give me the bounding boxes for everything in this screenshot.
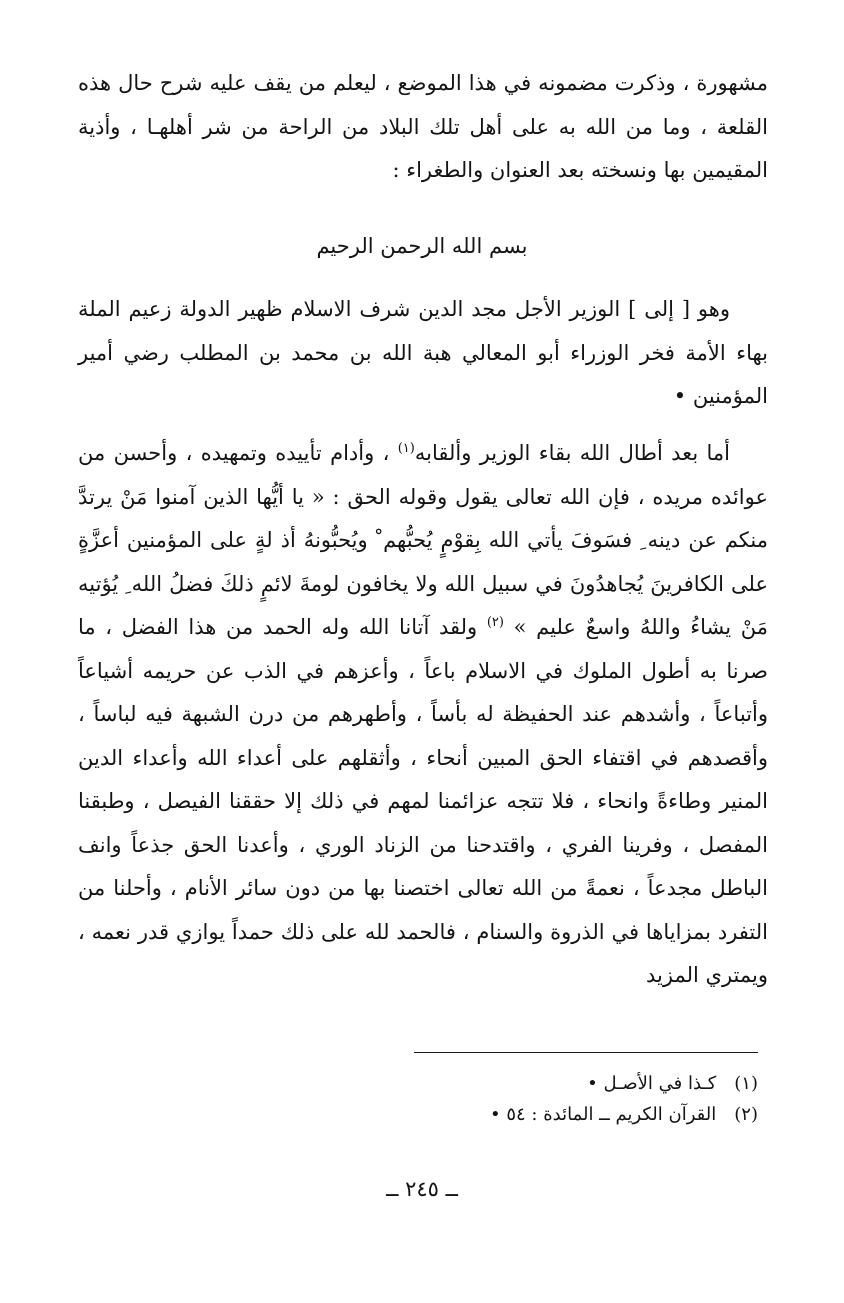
footnote-number: (٢) <box>734 1104 758 1125</box>
footnote-text: كـذا في الأصـل • <box>587 1073 717 1094</box>
body-paragraph <box>78 432 768 998</box>
footnote-item <box>158 1068 758 1099</box>
body-text-part-1: أما بعد أطال الله بقاء الوزير وألقابه <box>414 441 730 465</box>
body-text-part-2: ، وأدام تأييده وتمهيده ، وأحسن من عوائده مريده ، فإن الله تعالى يقول وقوله الحق : « يا أيُّها الذين آمنوا مَنْ يرتدَّ منكم عن دينه ِ فسَوفَ يأتي الله بِقوْمٍ يُحبُّهم ْ ويُحبُّونهُ أذ لةٍ على المؤمنين أعزَّةٍ على الكافرينَ يُجاهدُونَ في سبيل الله ولا يخافون لومةَ لائمٍ ذلكَ فضلُ الله ِ يُؤتيه مَنْ يشاءُ واللهُ واسعٌ عليم » <box>78 441 768 639</box>
page-number: ــ ٢٤٥ ــ <box>386 1177 458 1201</box>
body-text-part-3: ولقد آتانا الله وله الحمد من هذا الفضل ، ما صرنا به أطول الملوك في الاسلام باعاً ، وأعزهم في الذب عن حريمه أشياعاً وأتباعاً ، وأشدهم عند الحفيظة له بأساً ، وأطهرهم من درن الشبهة فيه لباساً ، وأقصدهم في اقتفاء الحق المبين أنحاء ، وأثقلهم على أعداء الله وأعداء الدين المنير وطاءةً وانحاء ، فلا تتجه عزائمنا لمهم في ذلك إلا حققنا الفيصل ، وطبقنا المفصل ، وفرينا الفري ، واقتدحنا من الزناد الوري ، وأعدنا الحق جذعاً وانف الباطل مجدعاً ، نعمةً من الله تعالى اختصنا بها من دون سائر الأنام ، وأحلنا من التفرد بمزاياها في الذروة والسنام ، فالحمد لله على ذلك حمداً يوازي قدر نعمه ، ويمتري المزيد <box>78 615 768 987</box>
footnote-ref-1: (١) <box>397 441 415 456</box>
intro-paragraph: مشهورة ، وذكرت مضمونه في هذا الموضع ، ليعلم من يقف عليه شرح حال هذه القلعة ، وما من الله به على أهل تلك البلاد من الراحة من شر أهلهـا ، وأذية المقيمين بها ونسخته بعد العنوان والطغراء : <box>78 71 768 182</box>
footnote-text: القرآن الكريم ــ المائدة : ٥٤ • <box>490 1104 717 1125</box>
basmala-heading: بسم الله الرحمن الرحيم <box>316 234 528 258</box>
footnote-item <box>158 1099 758 1130</box>
address-paragraph: وهو [ إلى ] الوزير الأجل مجد الدين شرف الاسلام ظهير الدولة زعيم الملة بهاء الأمة فخر الوزراء أبو المعالي هبة الله بن محمد بن المطلب رضي أمير المؤمنين • <box>78 297 768 408</box>
footnote-ref-2: (٢) <box>486 615 504 630</box>
footnotes-list <box>158 1068 758 1130</box>
footnote-divider <box>414 1052 758 1053</box>
footnote-number: (١) <box>734 1073 758 1094</box>
